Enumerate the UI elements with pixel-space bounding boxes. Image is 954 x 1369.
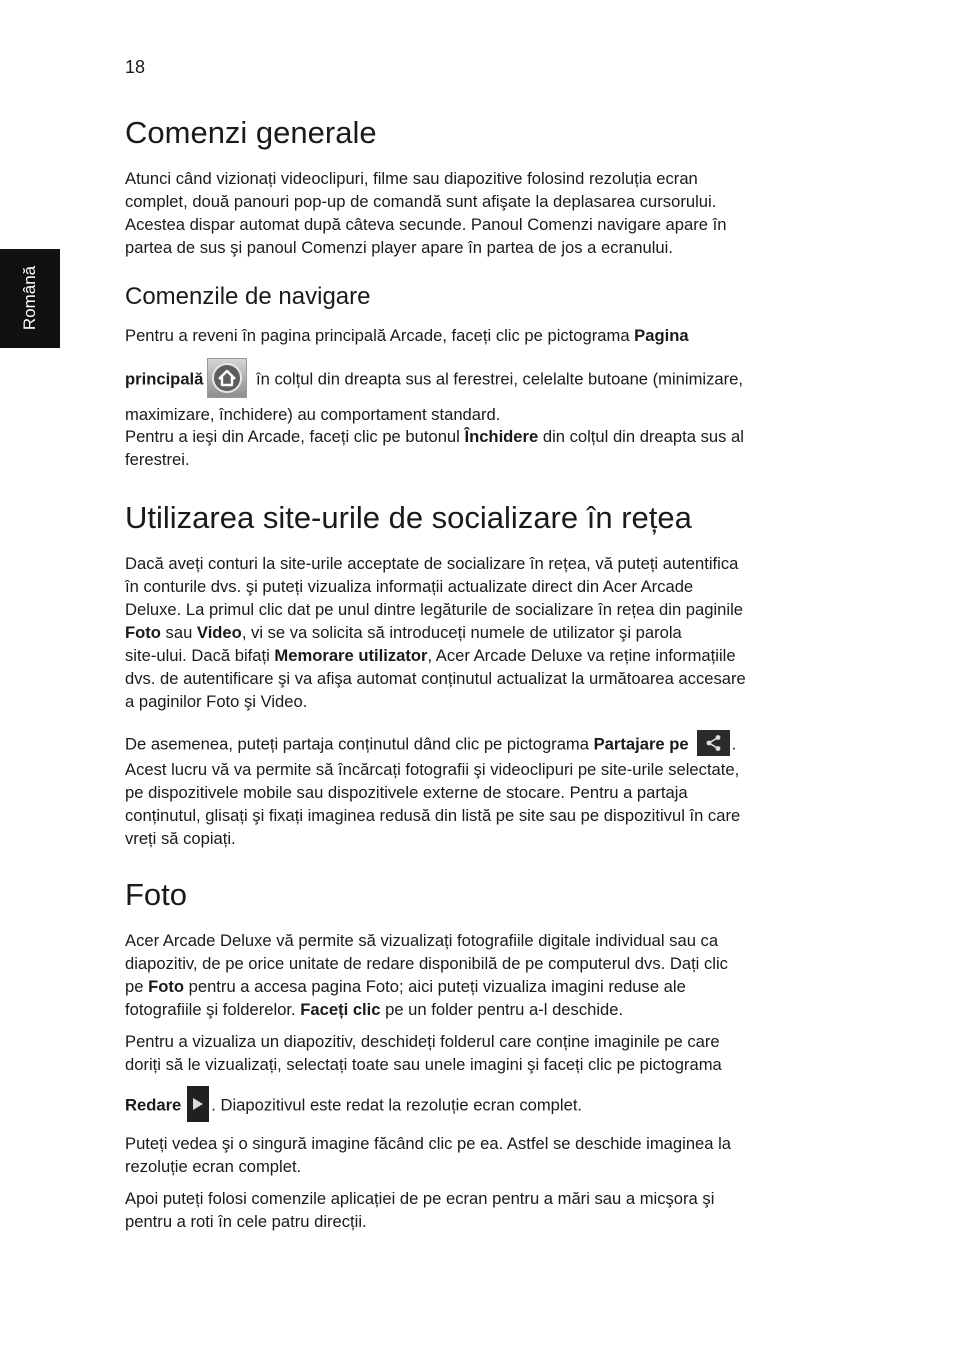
paragraph-foto-2: Pentru a vizualiza un diapozitiv, deschideți folderul care conține imaginile pe care doriți să le vizualizați, selectați toate sau unele imagini şi faceți clic pe pictograma (125, 1032, 722, 1074)
page-number: 18 (125, 57, 146, 77)
home-icon (207, 358, 247, 398)
heading-comenzile-de-navigare: Comenzile de navigare (125, 283, 371, 310)
heading-foto: Foto (125, 877, 188, 912)
paragraph-home-icon: principală în colțul din dreapta sus al ferestrei, celelalte butoane (minimizare, maximizare, închidere) au comportament standard. (125, 360, 815, 430)
paragraph-redare: Redare . Diapozitivul este redat la rezoluție ecran complet. (125, 1088, 815, 1124)
paragraph-inchidere: Pentru a ieşi din Arcade, faceți clic pe butonul Închidere din colțul din dreapta sus al ferestrei. (125, 427, 744, 469)
paragraph-home-intro: Pentru a reveni în pagina principală Arcade, faceți clic pe pictograma Pagina (125, 326, 689, 345)
paragraph-socializare-1: Dacă aveți conturi la site-urile acceptate de socializare în rețea, vă puteți autentifica în conturile dvs. şi puteți vizualiza informații actualizate direct din Acer Arcade Deluxe. La primul clic dat pe unul dintre legăturile de socializare în rețea din paginile Foto sau Video, vi se va solicita să introduceți numele de utilizator şi parola site-ului. Dacă bifați Memorare utilizator, Acer Arcade Deluxe va reține informațiile dvs. de autentificare şi va afişa automat conținutul actualizat la următoarea accesare a paginilor Foto şi Video. (125, 554, 746, 711)
heading-comenzi-generale: Comenzi generale (125, 115, 377, 150)
paragraph-foto-1: Acer Arcade Deluxe vă permite să vizualizați fotografiile digitale individual sau ca diapozitiv, de pe orice unitate de redare disponibilă de pe computerul dvs. Dați clic pe Foto pentru a accesa pagina Foto; aici puteți vizualiza imagini reduse ale fotografiile şi folderelor. Faceți clic pe un folder pentru a-l deschide. (125, 931, 728, 1019)
play-icon (187, 1086, 209, 1122)
share-icon (697, 730, 730, 756)
paragraph-socializare-2: De asemenea, puteți partaja conținutul dând clic pe pictograma Partajare pe . Acest lucru vă va permite să încărcați fotografii şi videoclipuri pe site-urile selectate, pe dispozitivele mobile sau dispozitivele externe de stocare. Pentru a partaja conținutul, glisați şi fixați imaginea redusă din listă pe site sau pe dispozitivul în care vreți să copiați. (125, 732, 815, 850)
paragraph-comenzi-generale: Atunci când vizionați videoclipuri, filme sau diapozitive folosind rezoluția ecran complet, două panouri pop-up de comandă sunt afişate la deplasarea cursorului. Acestea dispar automat după câteva secunde. Panoul Comenzi navigare apare în partea de sus şi panoul Comenzi player apare în partea de jos a ecranului. (125, 169, 727, 257)
paragraph-foto-5: Apoi puteți folosi comenzile aplicației de pe ecran pentru a mări sau a micşora şi pentru a roti în cele patru direcții. (125, 1189, 715, 1231)
language-tab (0, 249, 60, 348)
heading-socializare: Utilizarea site-urile de socializare în rețea (125, 500, 692, 535)
paragraph-foto-4: Puteți vedea şi o singură imagine făcând clic pe ea. Astfel se deschide imaginea la rezoluție ecran complet. (125, 1134, 732, 1176)
language-tab-label: Română (20, 265, 39, 331)
